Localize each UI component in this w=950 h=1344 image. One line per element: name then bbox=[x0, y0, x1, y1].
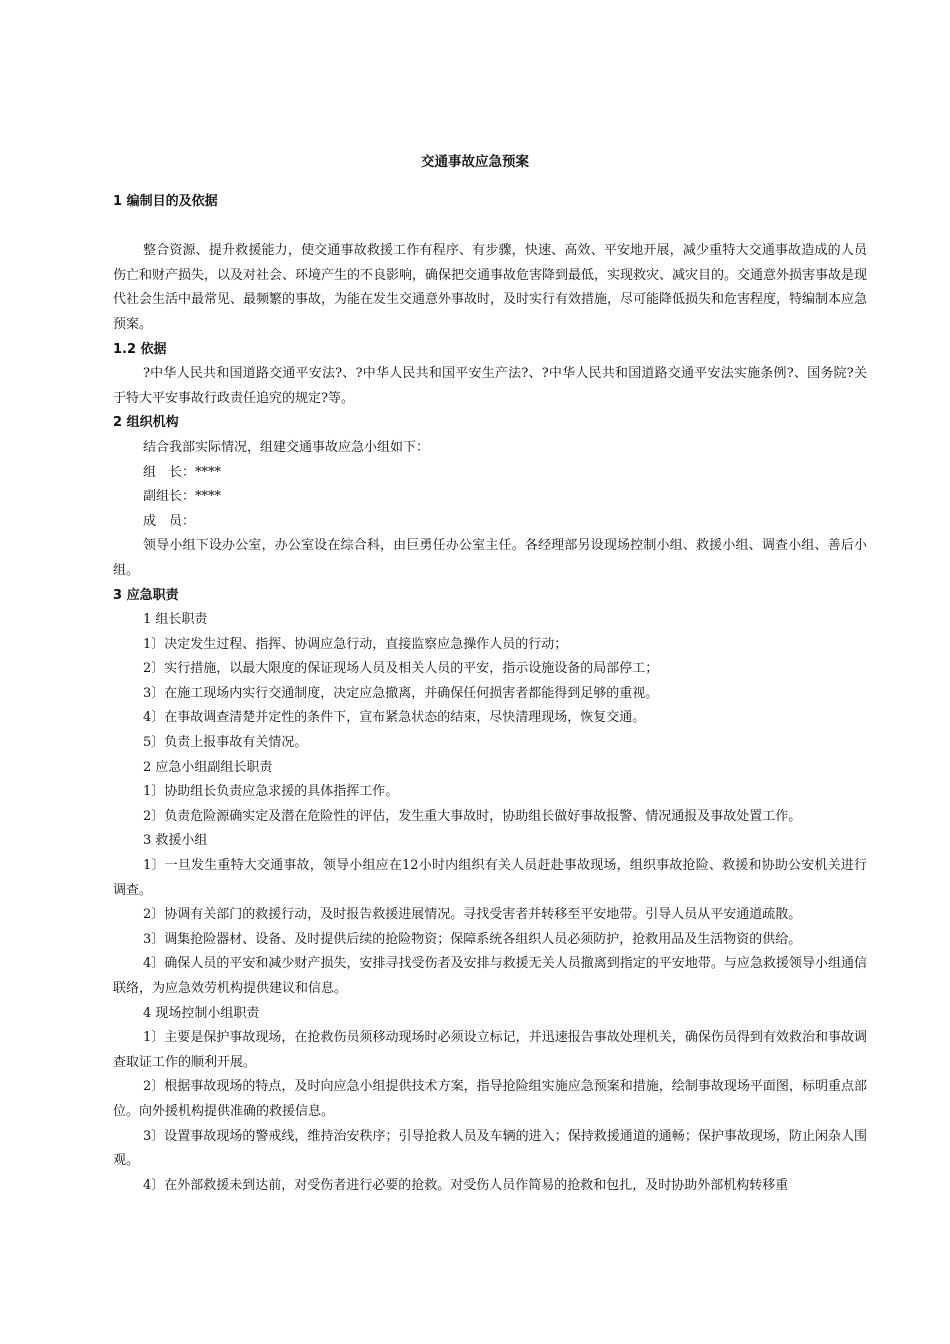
subsection-title: 1 组长职责 bbox=[143, 612, 208, 628]
paragraph: ?中华人民共和国道路交通平安法?、?中华人民共和国平安生产法?、?中华人民共和国道路交通平安法实施条例?、国务院?关于特大平安事故行政责任追究的规定?等。 bbox=[113, 366, 867, 406]
section-heading: 1 编制目的及依据 bbox=[113, 194, 218, 209]
list-item: 1〕主要是保护事故现场，在抢救伤员须移动现场时必须设立标记，并迅速报告事故处理机关，确保伤员得到有效救治和事故调查取证工作的顺利开展。 bbox=[113, 1030, 867, 1070]
section-heading: 3 应急职责 bbox=[113, 587, 179, 603]
paragraph: 整合资源、提升救援能力，使交通事故救援工作有程序、有步骤，快速、高效、平安地开展，减少重特大交通事故造成的人员伤亡和财产损失，以及对社会、环境产生的不良影响，确保把交通事故危害降到最低，实现救灾、减灾目的。交通意外损害事故是现代社会生活中最常见、最频繁的事故，为能在发生交通意外事故时，及时实行有效措施，尽可能降低损失和危害程度，特编制本应急预案。 bbox=[113, 243, 868, 332]
section-heading: 1.2 依据 bbox=[113, 341, 167, 357]
document-title: 交通事故应急预案 bbox=[421, 154, 529, 170]
section-heading: 2 组织机构 bbox=[113, 415, 179, 431]
subsection-title: 2 应急小组副组长职责 bbox=[143, 759, 273, 775]
list-item: 2〕协调有关部门的救援行动，及时报告救援进展情况。寻找受害者并转移至平安地带。引导人员从平安通道疏散。 bbox=[143, 907, 802, 923]
list-item: 2〕根据事故现场的特点，及时向应急小组提供技术方案，指导抢险组实施应急预案和措施，绘制事故现场平面图，标明重点部位。向外援机构提供准确的救援信息。 bbox=[113, 1079, 867, 1119]
document-body bbox=[113, 190, 867, 1198]
list-item: 1〕决定发生过程、指挥、协调应急行动，直接监察应急操作人员的行动； bbox=[143, 636, 568, 652]
subsection-title: 4 现场控制小组职责 bbox=[143, 1005, 260, 1021]
list-item: 4〕在事故调查清楚并定性的条件下，宣布紧急状态的结束，尽快清理现场，恢复交通。 bbox=[143, 710, 646, 726]
deputy-line: 副组长：**** bbox=[143, 489, 222, 505]
paragraph: 结合我部实际情况，组建交通事故应急小组如下： bbox=[143, 439, 430, 455]
list-item: 4〕在外部救援未到达前，对受伤者进行必要的抢救。对受伤人员作简易的抢救和包扎，及时协助外部机构转移重 bbox=[143, 1177, 789, 1193]
list-item: 3〕在施工现场内实行交通制度，决定应急撤离，并确保任何损害者都能得到足够的重视。 bbox=[143, 685, 659, 701]
leader-line: 组 长：**** bbox=[143, 464, 222, 480]
members-line: 成 员： bbox=[143, 513, 196, 529]
subsection-title: 3 救援小组 bbox=[143, 833, 208, 849]
list-item: 3〕调集抢险器材、设备、及时提供后续的抢险物资；保障系统各组织人员必须防护，抢救用品及生活物资的供给。 bbox=[143, 931, 802, 947]
list-item: 2〕负责危险源确实定及潜在危险性的评估，发生重大事故时，协助组长做好事故报警、情况通报及事故处置工作。 bbox=[143, 808, 802, 824]
list-item: 3〕设置事故现场的警戒线，维持治安秩序；引导抢救人员及车辆的进入；保持救援通道的通畅；保护事故现场，防止闲杂人围观。 bbox=[113, 1128, 867, 1169]
list-item: 5〕负责上报事故有关情况。 bbox=[143, 735, 308, 751]
paragraph: 领导小组下设办公室，办公室设在综合科，由巨勇任办公室主任。各经理部另设现场控制小组、救援小组、调查小组、善后小组。 bbox=[113, 538, 867, 578]
list-item: 1〕协助组长负责应急求援的具体指挥工作。 bbox=[143, 784, 399, 800]
list-item: 1〕一旦发生重特大交通事故，领导小组应在12小时内组织有关人员赶赴事故现场，组织事故抢险、救援和协助公安机关进行调查。 bbox=[113, 858, 867, 898]
list-item: 4〕确保人员的平安和减少财产损失，安排寻找受伤者及安排与救援无关人员撤离到指定的平安地带。与应急救援领导小组通信联络，为应急效劳机构提供建议和信息。 bbox=[113, 956, 867, 996]
blank-line bbox=[113, 215, 867, 240]
list-item: 2〕实行措施，以最大限度的保证现场人员及相关人员的平安，指示设施设备的局部停工； bbox=[143, 661, 659, 677]
